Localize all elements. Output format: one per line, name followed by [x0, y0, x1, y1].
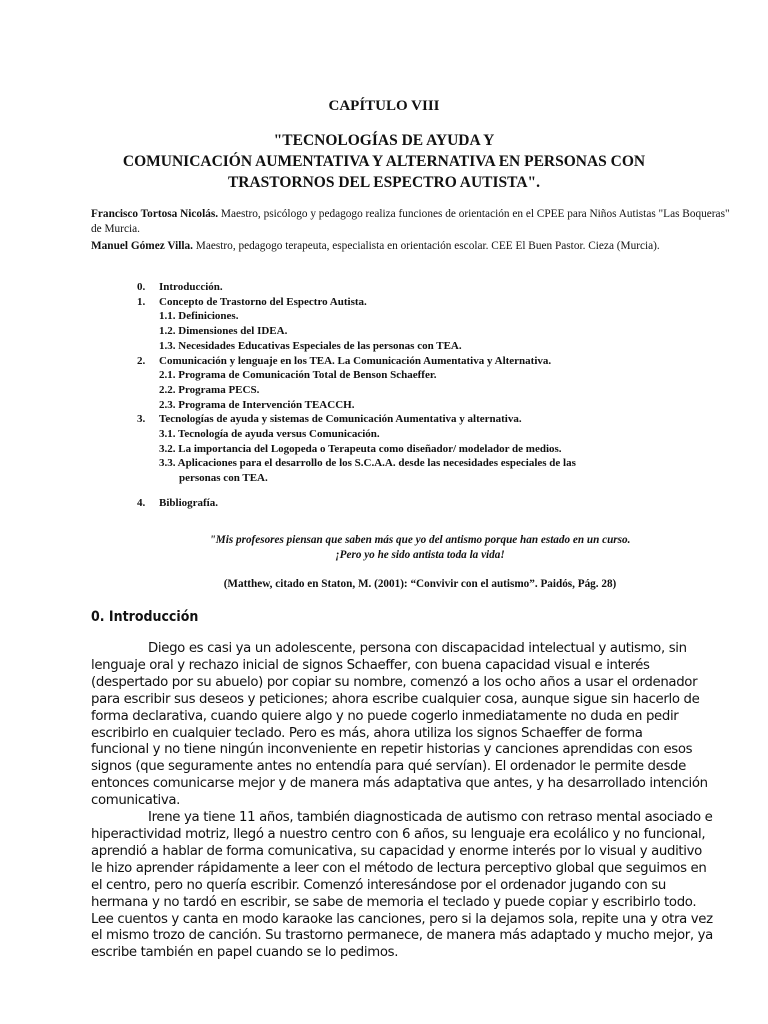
toc-subitem: 3.3. Aplicaciones para el desarrollo de los S.C.A.A. desde las necesidades especiales de las	[159, 457, 576, 470]
authors-block	[91, 207, 731, 256]
quote-citation: (Matthew, citado en Staton, M. (2001): “Convivir con el autismo”. Paidós, Pág. 28)	[223, 578, 617, 590]
toc-number: 1.	[137, 295, 146, 308]
toc-text: Bibliografía.	[159, 496, 218, 509]
chapter-heading: CAPÍTULO VIII	[328, 98, 440, 114]
paragraph-line: para escribir sus deseos y peticiones; ahora escribe cualquier cosa, aunque sigue sin hacerlo de	[91, 691, 700, 707]
title-line: COMUNICACIÓN AUMENTATIVA Y ALTERNATIVA EN PERSONAS CON	[122, 153, 646, 170]
paragraph-line: comunicativa.	[91, 793, 181, 809]
toc-subitem: 1.2. Dimensiones del IDEA.	[159, 325, 288, 338]
toc-subitem: 2.1. Programa de Comunicación Total de Benson Schaeffer.	[159, 369, 437, 382]
paragraph-line: entonces comunicarse mejor y de manera más adaptativa que antes, y ha desarrollado intención	[91, 776, 708, 792]
toc-item	[137, 412, 697, 427]
paragraph-line: aprendió a hablar de forma comunicativa, su capacidad y enorme interés por lo visual y auditivo	[91, 843, 702, 859]
toc-subitem: 1.1. Definiciones.	[159, 310, 239, 323]
paragraph-line: forma declarativa, cuando quiere algo y no puede cogerlo inmediatamente no duda en pedir	[91, 708, 679, 724]
paragraph-line: hermana y no tardó en escribir, se sabe de memoria el teclado y puede copiar y escribirlo todo.	[91, 894, 697, 910]
toc-subitem: 1.3. Necesidades Educativas Especiales de las personas con TEA.	[159, 339, 462, 352]
author-name: Manuel Gómez Villa.	[91, 240, 193, 252]
toc-subitem: 2.2. Programa PECS.	[159, 383, 260, 396]
paragraph-line: (despertado por su abuelo) por copiar su nombre, comenzó a los ocho años a usar el ordenador	[91, 674, 698, 690]
toc-number: 2.	[137, 354, 146, 367]
paragraph-line: hiperactividad motriz, llegó a nuestro centro con 6 años, su lenguaje era ecolálico y no funcional,	[91, 826, 706, 842]
chapter-title	[90, 130, 678, 193]
title-line: "TECNOLOGÍAS DE AYUDA Y	[273, 132, 495, 149]
toc-text: Comunicación y lenguaje en los TEA. La Comunicación Aumentativa y Alternativa.	[159, 354, 552, 367]
author-description: Maestro, pedagogo terapeuta, especialista en orientación escolar. CEE El Buen Pastor. Cieza (Murcia).	[192, 240, 660, 252]
paragraph-line: Lee cuentos y canta en modo karaoke las canciones, pero si la dejamos sola, repite una y otra vez	[91, 911, 713, 927]
paragraph-line: el mismo trozo de canción. Su trastorno permanece, de manera más adaptado y mucho mejor, ya	[91, 928, 713, 944]
quote-line: ¡Pero yo he sido antista toda la vida!	[335, 549, 505, 561]
toc-text: Tecnologías de ayuda y sistemas de Comunicación Aumentativa y alternativa.	[159, 413, 522, 426]
toc-item	[137, 496, 697, 511]
toc-number: 4.	[137, 496, 146, 509]
author-entry	[91, 239, 731, 254]
toc-text: Concepto de Trastorno del Espectro Autista.	[159, 295, 367, 308]
toc-subitem-continuation: personas con TEA.	[179, 472, 268, 485]
author-name: Francisco Tortosa Nicolás.	[91, 208, 219, 220]
toc-item	[137, 354, 697, 369]
paragraph-line: Diego es casi ya un adolescente, persona con discapacidad intelectual y autismo, sin	[148, 641, 687, 656]
toc-item	[137, 295, 697, 310]
toc-subitem: 3.2. La importancia del Logopeda o Terapeuta como diseñador/ modelador de medios.	[159, 442, 562, 455]
toc-subitem: 2.3. Programa de Intervención TEACCH.	[159, 398, 355, 411]
paragraph-line: escribe también en papel cuando se lo pedimos.	[91, 945, 399, 961]
toc-number: 0.	[137, 281, 146, 293]
paragraph-line: el centro, pero no quería escribir. Comenzó interesándose por el ordenador jugando con su	[91, 877, 667, 893]
quote-line: "Mis profesores piensan que saben más que yo del antismo porque han estado en un curso.	[209, 534, 631, 546]
paragraph-line: escribirlo en cualquier teclado. Pero es más, ahora utiliza los signos Schaeffer de forma	[91, 725, 643, 741]
section-heading: 0. Introducción	[91, 609, 199, 625]
author-description: Maestro, psicólogo y pedagogo realiza funciones de orientación en el CPEE para Niños Autistas "Las Boqueras" de Murcia.	[91, 208, 730, 235]
toc-text: Introducción.	[159, 281, 223, 293]
toc-item	[137, 280, 697, 295]
paragraph-line: le hizo aprender rápidamente a leer con el método de lectura perceptivo global que seguimos en	[91, 860, 707, 876]
paragraph-line: funcional y no tiene ningún inconveniente en repetir historias y canciones aprendidas con esos	[91, 742, 693, 758]
toc-subitem: 3.1. Tecnología de ayuda versus Comunicación.	[159, 428, 380, 441]
paragraph-line: Irene ya tiene 11 años, también diagnosticada de autismo con retraso mental asociado e	[148, 810, 713, 826]
table-of-contents	[137, 280, 697, 511]
paragraph-line: signos (que seguramente antes no entendía para qué servían). El ordenador le permite desde	[91, 759, 686, 775]
paragraph-line: lenguaje oral y rechazo inicial de signos Schaeffer, con buena capacidad visual e interés	[91, 657, 650, 673]
author-entry	[91, 207, 731, 237]
body-text	[91, 641, 713, 962]
title-line: TRASTORNOS DEL ESPECTRO AUTISTA".	[227, 174, 541, 191]
epigraph-quote	[150, 533, 690, 563]
toc-number: 3.	[137, 413, 146, 426]
